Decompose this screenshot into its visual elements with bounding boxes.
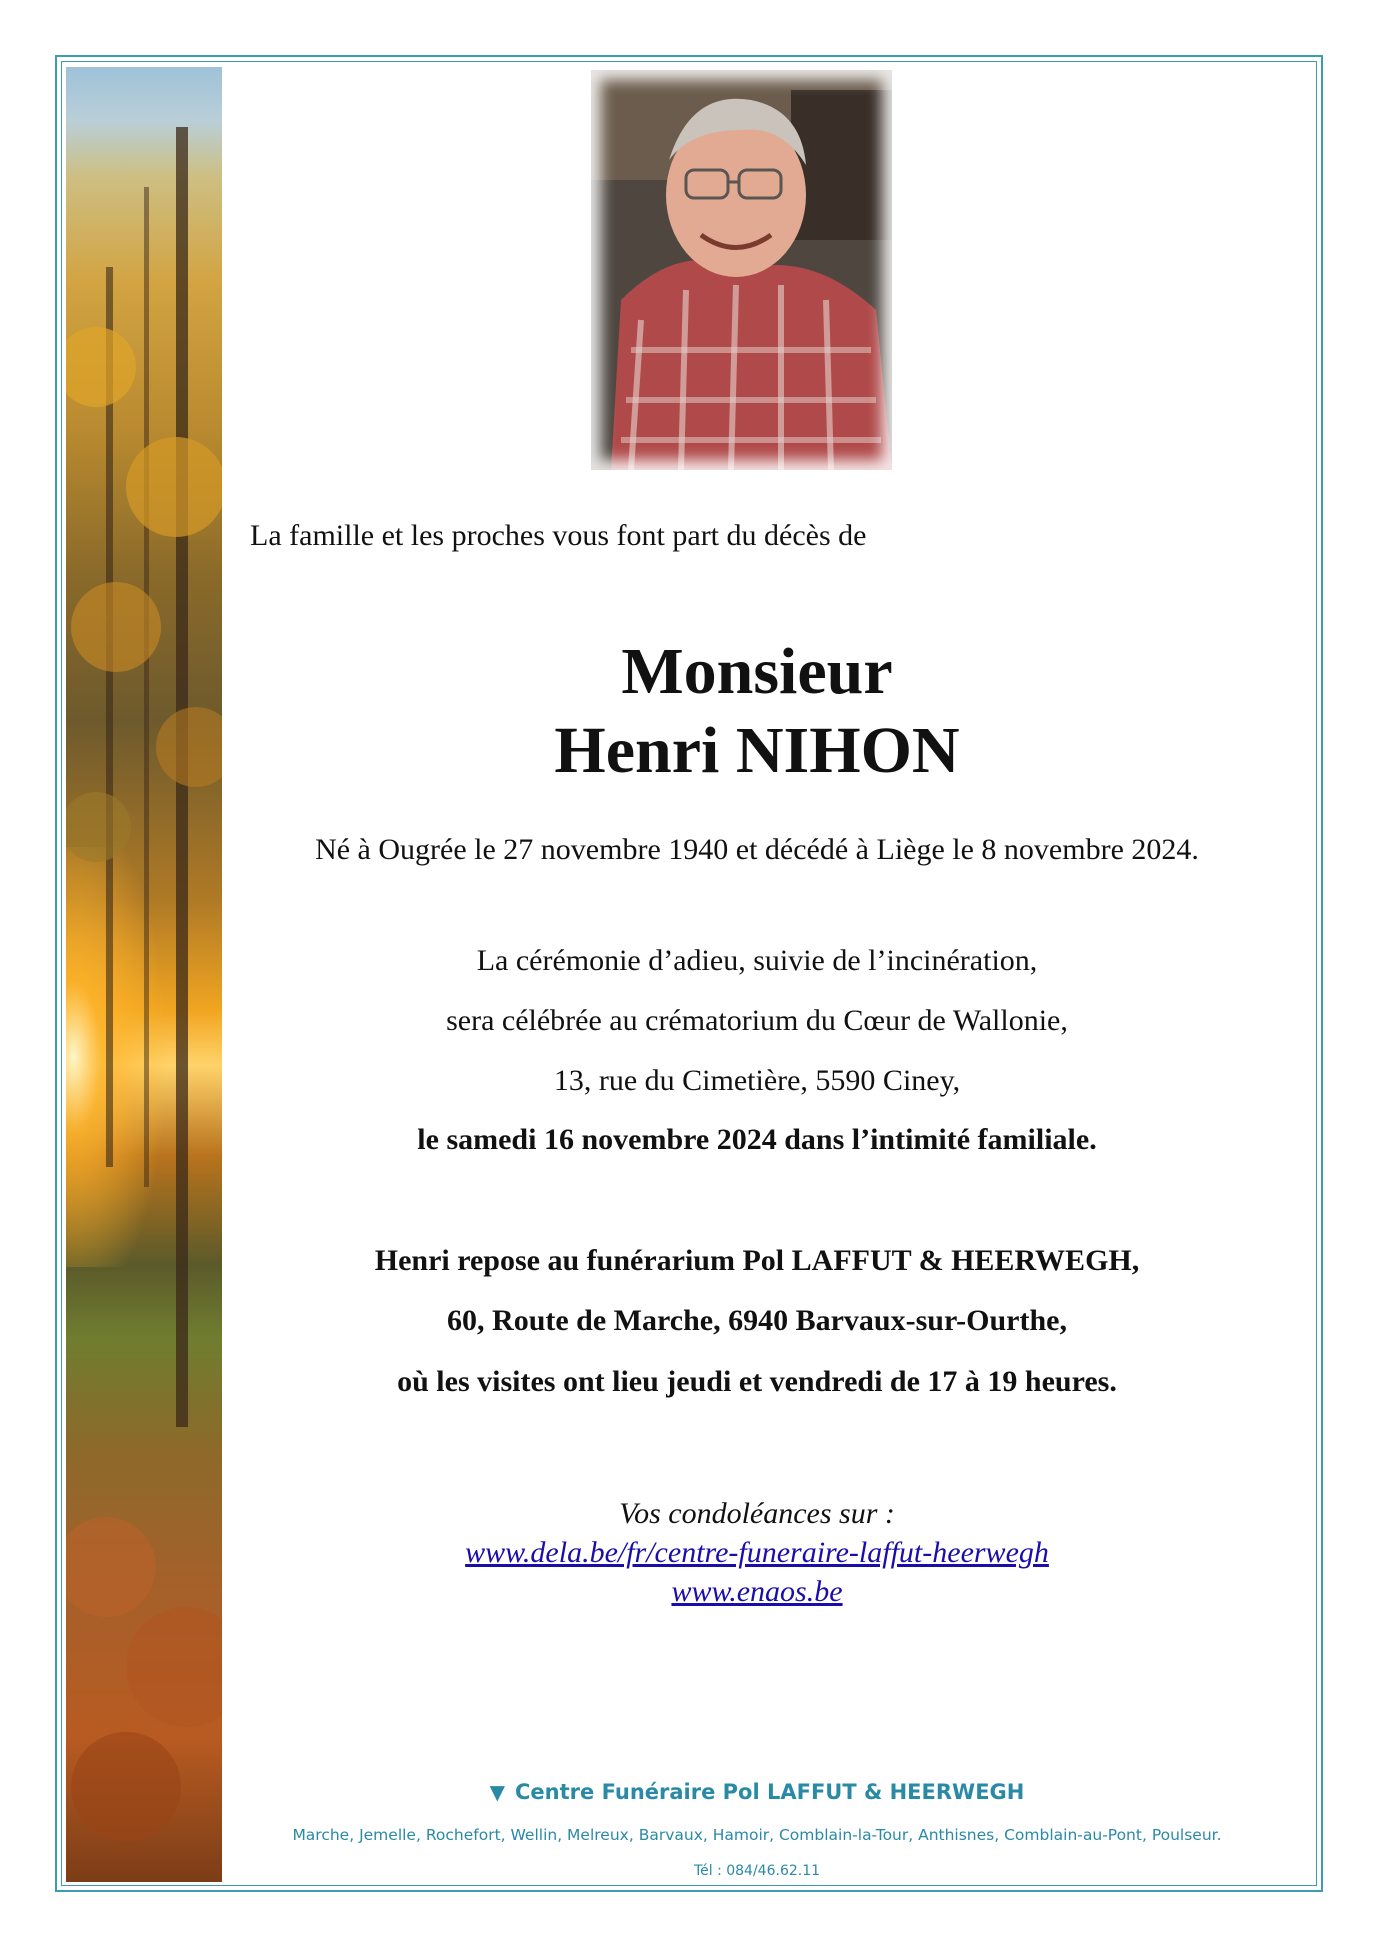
birth-death-line: Né à Ougrée le 27 novembre 1940 et décédé à Liège le 8 novembre 2024.: [315, 833, 1199, 866]
deceased-honorific: Monsieur: [621, 635, 893, 708]
condolences-link-enaos[interactable]: www.enaos.be: [671, 1575, 843, 1608]
footer-towns: Marche, Jemelle, Rochefort, Wellin, Melreux, Barvaux, Hamoir, Comblain-la-Tour, Anthisnes, Comblain-au-Pont, Poulseur.: [292, 1826, 1222, 1844]
visitation-line-1: Henri repose au funérarium Pol LAFFUT & HEERWEGH,: [374, 1244, 1140, 1277]
ceremony-line-3: 13, rue du Cimetière, 5590 Ciney,: [553, 1064, 961, 1097]
triangle-down-icon: ▼: [489, 1780, 506, 1804]
ceremony-date-line: le samedi 16 novembre 2024 dans l’intimité familiale.: [417, 1123, 1097, 1156]
visitation-line-2: 60, Route de Marche, 6940 Barvaux-sur-Ourthe,: [447, 1304, 1067, 1337]
footer-company: [222, 1780, 1292, 1804]
condolences-link-dela[interactable]: www.dela.be/fr/centre-funeraire-laffut-heerwegh: [465, 1536, 1049, 1569]
footer-company-name: Centre Funéraire Pol LAFFUT & HEERWEGH: [515, 1780, 1025, 1804]
deceased-name: Henri NIHON: [554, 714, 960, 787]
portrait-photo: [591, 70, 892, 470]
ceremony-line-2: sera célébrée au crématorium du Cœur de Wallonie,: [446, 1004, 1068, 1037]
ceremony-line-1: La cérémonie d’adieu, suivie de l’incinération,: [476, 944, 1038, 977]
visitation-line-3: où les visites ont lieu jeudi et vendredi de 17 à 19 heures.: [397, 1365, 1117, 1398]
autumn-forest-side-image: [66, 67, 222, 1882]
condolences-label: Vos condoléances sur :: [619, 1497, 895, 1530]
intro-text: La famille et les proches vous font part du décès de: [250, 519, 867, 552]
footer-telephone: Tél : 084/46.62.11: [693, 1863, 821, 1879]
